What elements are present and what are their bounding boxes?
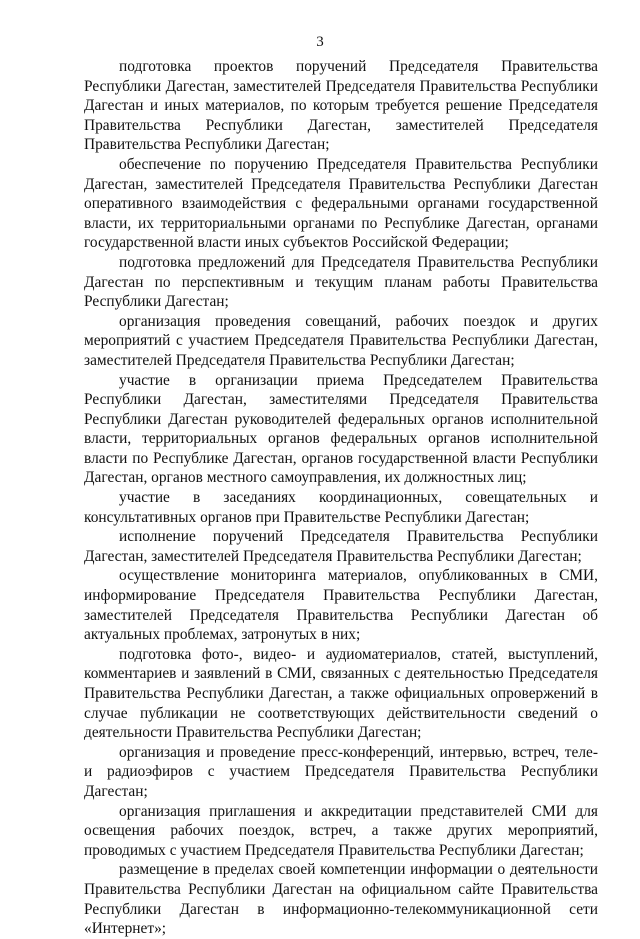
paragraph-media-accreditation: организация приглашения и аккредитации представителей СМИ для освещения рабочих поездок, встреч, а также других мероприятий, проводимых с участием Председателя Правительства Республики Дагестан; bbox=[84, 802, 598, 859]
page-number: 3 bbox=[316, 34, 324, 50]
paragraph-interaction-federal-bodies: обеспечение по поручению Председателя Правительства Республики Дагестан, заместителей Председателя Правительства Республики Дагестан оперативного взаимодействия с федеральными органами государственной власти, их территориальными органами по Республике Дагестан, органами государственной власти иных субъектов Российской Федерации; bbox=[84, 155, 598, 252]
paragraph-meetings-organization: организация проведения совещаний, рабочих поездок и других мероприятий с участием Председателя Правительства Республики Дагестан, заместителей Председателя Правительства Республики Дагестан; bbox=[84, 312, 598, 369]
paragraph-media-monitoring: осуществление мониторинга материалов, опубликованных в СМИ, информирование Председателя Правительства Республики Дагестан, заместителей Председателя Правительства Республики Дагестан об актуальных проблемах, затронутых в них; bbox=[84, 567, 598, 644]
paragraph-press-conferences: организация и проведение пресс-конференций, интервью, встреч, теле- и радиоэфиров с участием Председателя Правительства Республики Дагестан; bbox=[84, 743, 598, 800]
paragraph-instructions-execution: исполнение поручений Председателя Правительства Республики Дагестан, заместителей Председателя Правительства Республики Дагестан; bbox=[84, 528, 598, 565]
document-body bbox=[84, 57, 598, 939]
paragraph-draft-instructions: подготовка проектов поручений Председателя Правительства Республики Дагестан, заместителей Председателя Правительства Республики Дагестан и иных материалов, по которым требуется решение Председателя Правительства Республики Дагестан, заместителей Председателя Правительства Республики Дагестан; bbox=[84, 58, 598, 154]
paragraph-work-plan-proposals: подготовка предложений для Председателя Правительства Республики Дагестан по перспективным и текущим планам работы Правительства Республики Дагестан; bbox=[84, 253, 598, 311]
paragraph-reception-participation: участие в организации приема Председателем Правительства Республики Дагестан, заместителями Председателя Правительства Республики Дагестан руководителей федеральных органов исполнительной власти, территориальных органов федеральных органов исполнительной власти по Республике Дагестан, органов государственной власти Республики Дагестан, органов местного самоуправления, их должностных лиц; bbox=[84, 371, 598, 487]
paragraph-media-materials: подготовка фото-, видео- и аудиоматериалов, статей, выступлений, комментариев и заявлений в СМИ, связанных с деятельностью Председателя Правительства Республики Дагестан, а также официальных опровержений в случае публикации не соответствующих действительности сведений о деятельности Правительства Республики Дагестан; bbox=[84, 645, 598, 742]
paragraph-website-publication: размещение в пределах своей компетенции информации о деятельности Правительства Республики Дагестан на официальном сайте Правительства Республики Дагестан в информационно-телекоммуникационной сети «Интернет»; bbox=[84, 861, 598, 938]
paragraph-coordination-bodies: участие в заседаниях координационных, совещательных и консультативных органов при Правительстве Республики Дагестан; bbox=[84, 489, 598, 526]
